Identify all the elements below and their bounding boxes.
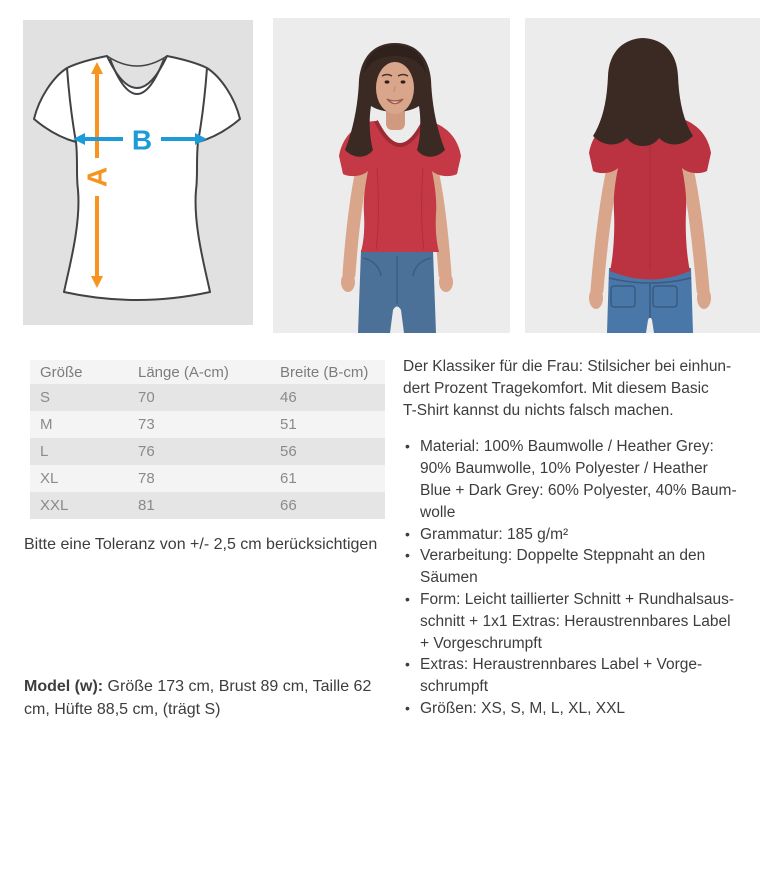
size-row-xl [30,465,385,492]
bullet-icon: • [405,547,410,564]
product-description: Der Klassiker für die Frau: Stilsicher bei einhun- dert Prozent Tragekomfort. Mit diesem Basic T-Shirt kannst du nichts falsch machen. [403,358,732,419]
bullet-icon: • [405,656,410,673]
feature-text: Form: Leicht taillierter Schnitt + Rundhalsaus- schnitt + 1x1 Extras: Heraustrennbares Label + Vorgeschrumpft [420,590,735,652]
size-cell: 46 [280,389,297,406]
size-row-s [30,384,385,411]
column-header: Länge (A-cm) [138,363,229,381]
size-cell: 56 [280,443,297,460]
hand-left [589,287,603,309]
size-table-body [30,384,385,519]
model-measurements [24,675,402,721]
model-label: Model (w): [24,678,104,695]
model-line1: Größe 173 cm, Brust 89 cm, Taille 62 [103,678,372,695]
feature-item [403,698,775,720]
product-info-column [403,356,775,720]
size-row-xxl [30,492,385,519]
size-cell: L [40,443,49,460]
column-header: Breite (B-cm) [280,363,369,381]
size-cell: M [40,416,53,433]
feature-text: Material: 100% Baumwolle / Heather Grey: 90% Baumwolle, 10% Polyester / Heather Blue + Dark Grey: 60% Polyester, 40% Baum- wolle [420,438,737,521]
model-photo-back [525,18,760,333]
bullet-icon: • [405,699,410,716]
size-cell: S [40,389,51,406]
feature-item [403,545,775,589]
feature-item [403,524,775,546]
size-cell: 61 [280,470,297,487]
feature-text: Verarbeitung: Doppelte Steppnaht an den Säumen [420,547,706,587]
column-header: Größe [40,363,83,381]
feature-item [403,589,775,654]
size-cell: 70 [138,389,155,406]
feature-text: Grammatur: 185 g/m² [420,525,569,543]
size-row-l [30,438,385,465]
size-table-head [30,360,385,384]
size-cell: 73 [138,416,155,433]
size-table-header-row [30,360,385,384]
size-diagram [23,20,253,325]
bullet-icon: • [405,590,410,607]
feature-item [403,654,775,698]
model-back-illustration [525,18,760,333]
feature-text: Größen: XS, S, M, L, XL, XXL [420,699,626,717]
bullet-icon: • [405,525,410,542]
hand-right [439,272,453,292]
size-cell: 51 [280,416,297,433]
hand-left [341,272,355,292]
model-line2: cm, Hüfte 88,5 cm, (trägt S) [24,701,221,718]
size-cell: 76 [138,443,155,460]
model-photo-front [273,18,510,333]
feature-list [403,436,775,719]
feature-text: Extras: Heraustrennbares Label + Vorge- schrumpft [420,656,703,696]
size-cell: 81 [138,497,155,514]
feature-item [403,436,775,523]
model-front-illustration [273,18,510,333]
measure-label-a: A [81,166,113,188]
measure-label-b: B [131,124,153,156]
size-diagram-graphic [23,20,253,325]
size-cell: 66 [280,497,297,514]
size-cell: 78 [138,470,155,487]
size-cell: XL [40,470,59,487]
size-row-m [30,411,385,438]
size-table [30,360,385,519]
bullet-icon: • [405,438,410,455]
size-cell: XXL [40,497,69,514]
hand-right [697,287,711,309]
tolerance-note: Bitte eine Toleranz von +/- 2,5 cm berücksichtigen [24,536,378,553]
